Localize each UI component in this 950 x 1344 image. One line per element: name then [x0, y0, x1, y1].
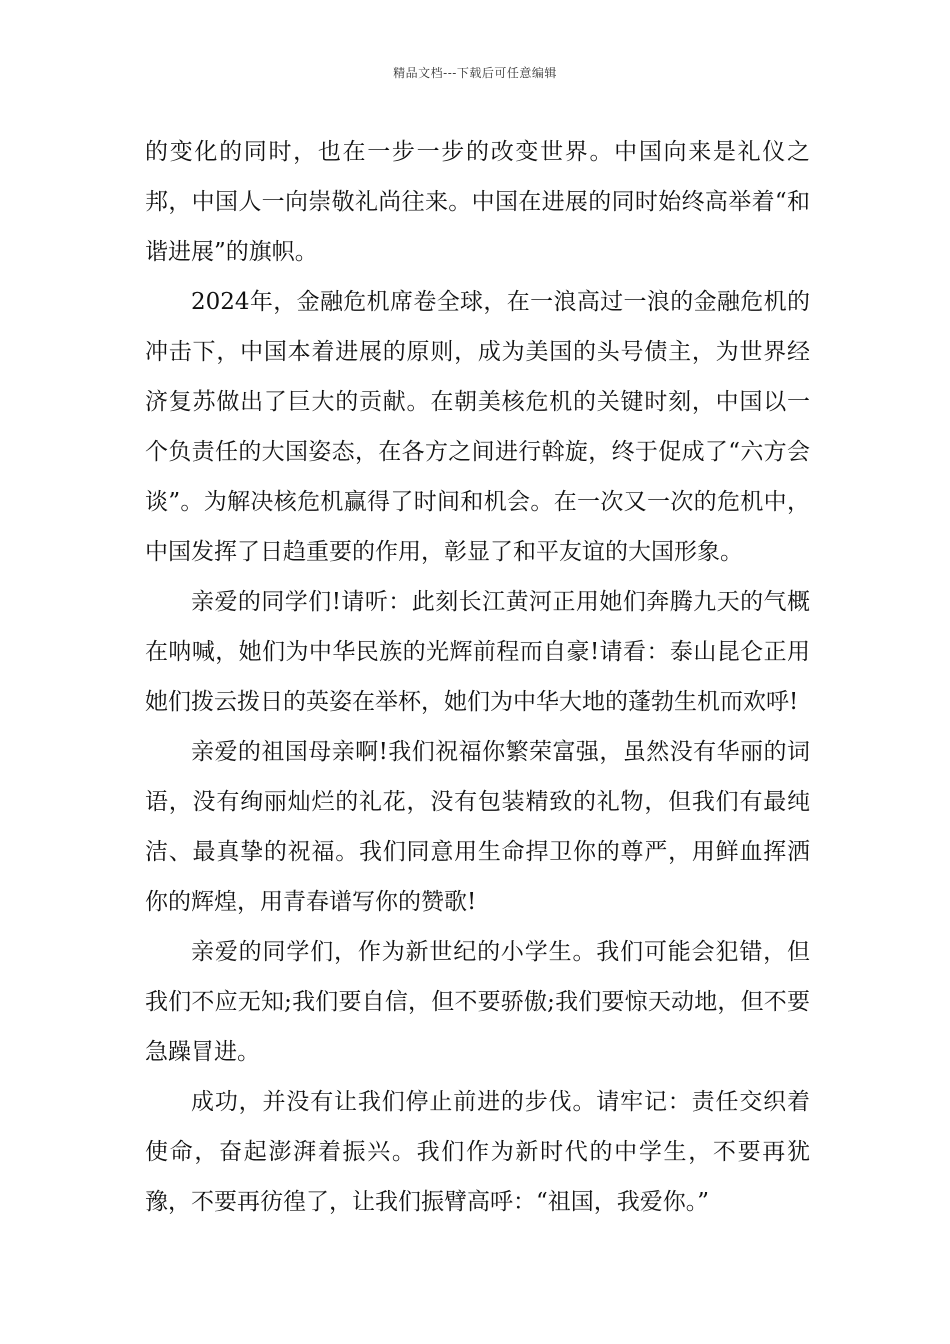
paragraph-6: 成功，并没有让我们停止前进的步伐。请牢记：责任交织着使命，奋起澎湃着振兴。我们作为新时代的中学生，不要再犹豫，不要再彷徨了，让我们振臂高呼：“祖国，我爱你。” [145, 1089, 810, 1215]
paragraph-5: 亲爱的同学们，作为新世纪的小学生。我们可能会犯错，但我们不应无知;我们要自信，但不要骄傲;我们要惊天动地，但不要急躁冒进。 [145, 939, 810, 1065]
paragraph-2: 2024年，金融危机席卷全球，在一浪高过一浪的金融危机的冲击下，中国本着进展的原则，成为美国的头号债主，为世界经济复苏做出了巨大的贡献。在朝美核危机的关键时刻，中国以一个负责任的大国姿态，在各方之间进行斡旋，终于促成了“六方会谈”。为解决核危机赢得了时间和机会。在一次又一次的危机中，中国发挥了日趋重要的作用，彰显了和平友谊的大国形象。 [145, 289, 810, 565]
paragraph-4: 亲爱的祖国母亲啊!我们祝福你繁荣富强，虽然没有华丽的词语，没有绚丽灿烂的礼花，没有包装精致的礼物，但我们有最纯洁、最真挚的祝福。我们同意用生命捍卫你的尊严，用鲜血挥洒你的辉煌，用青春谱写你的赞歌! [145, 739, 810, 915]
document-body [145, 127, 810, 1227]
page-header: 精品文档---下载后可任意编辑 [393, 66, 557, 80]
paragraph-3: 亲爱的同学们!请听：此刻长江黄河正用她们奔腾九天的气概在呐喊，她们为中华民族的光辉前程而自豪!请看：泰山昆仑正用她们拨云拨日的英姿在举杯，她们为中华大地的蓬勃生机而欢呼! [145, 589, 810, 715]
paragraph-1: 的变化的同时，也在一步一步的改变世界。中国向来是礼仪之邦，中国人一向崇敬礼尚往来。中国在进展的同时始终高举着“和谐进展”的旗帜。 [145, 139, 810, 265]
